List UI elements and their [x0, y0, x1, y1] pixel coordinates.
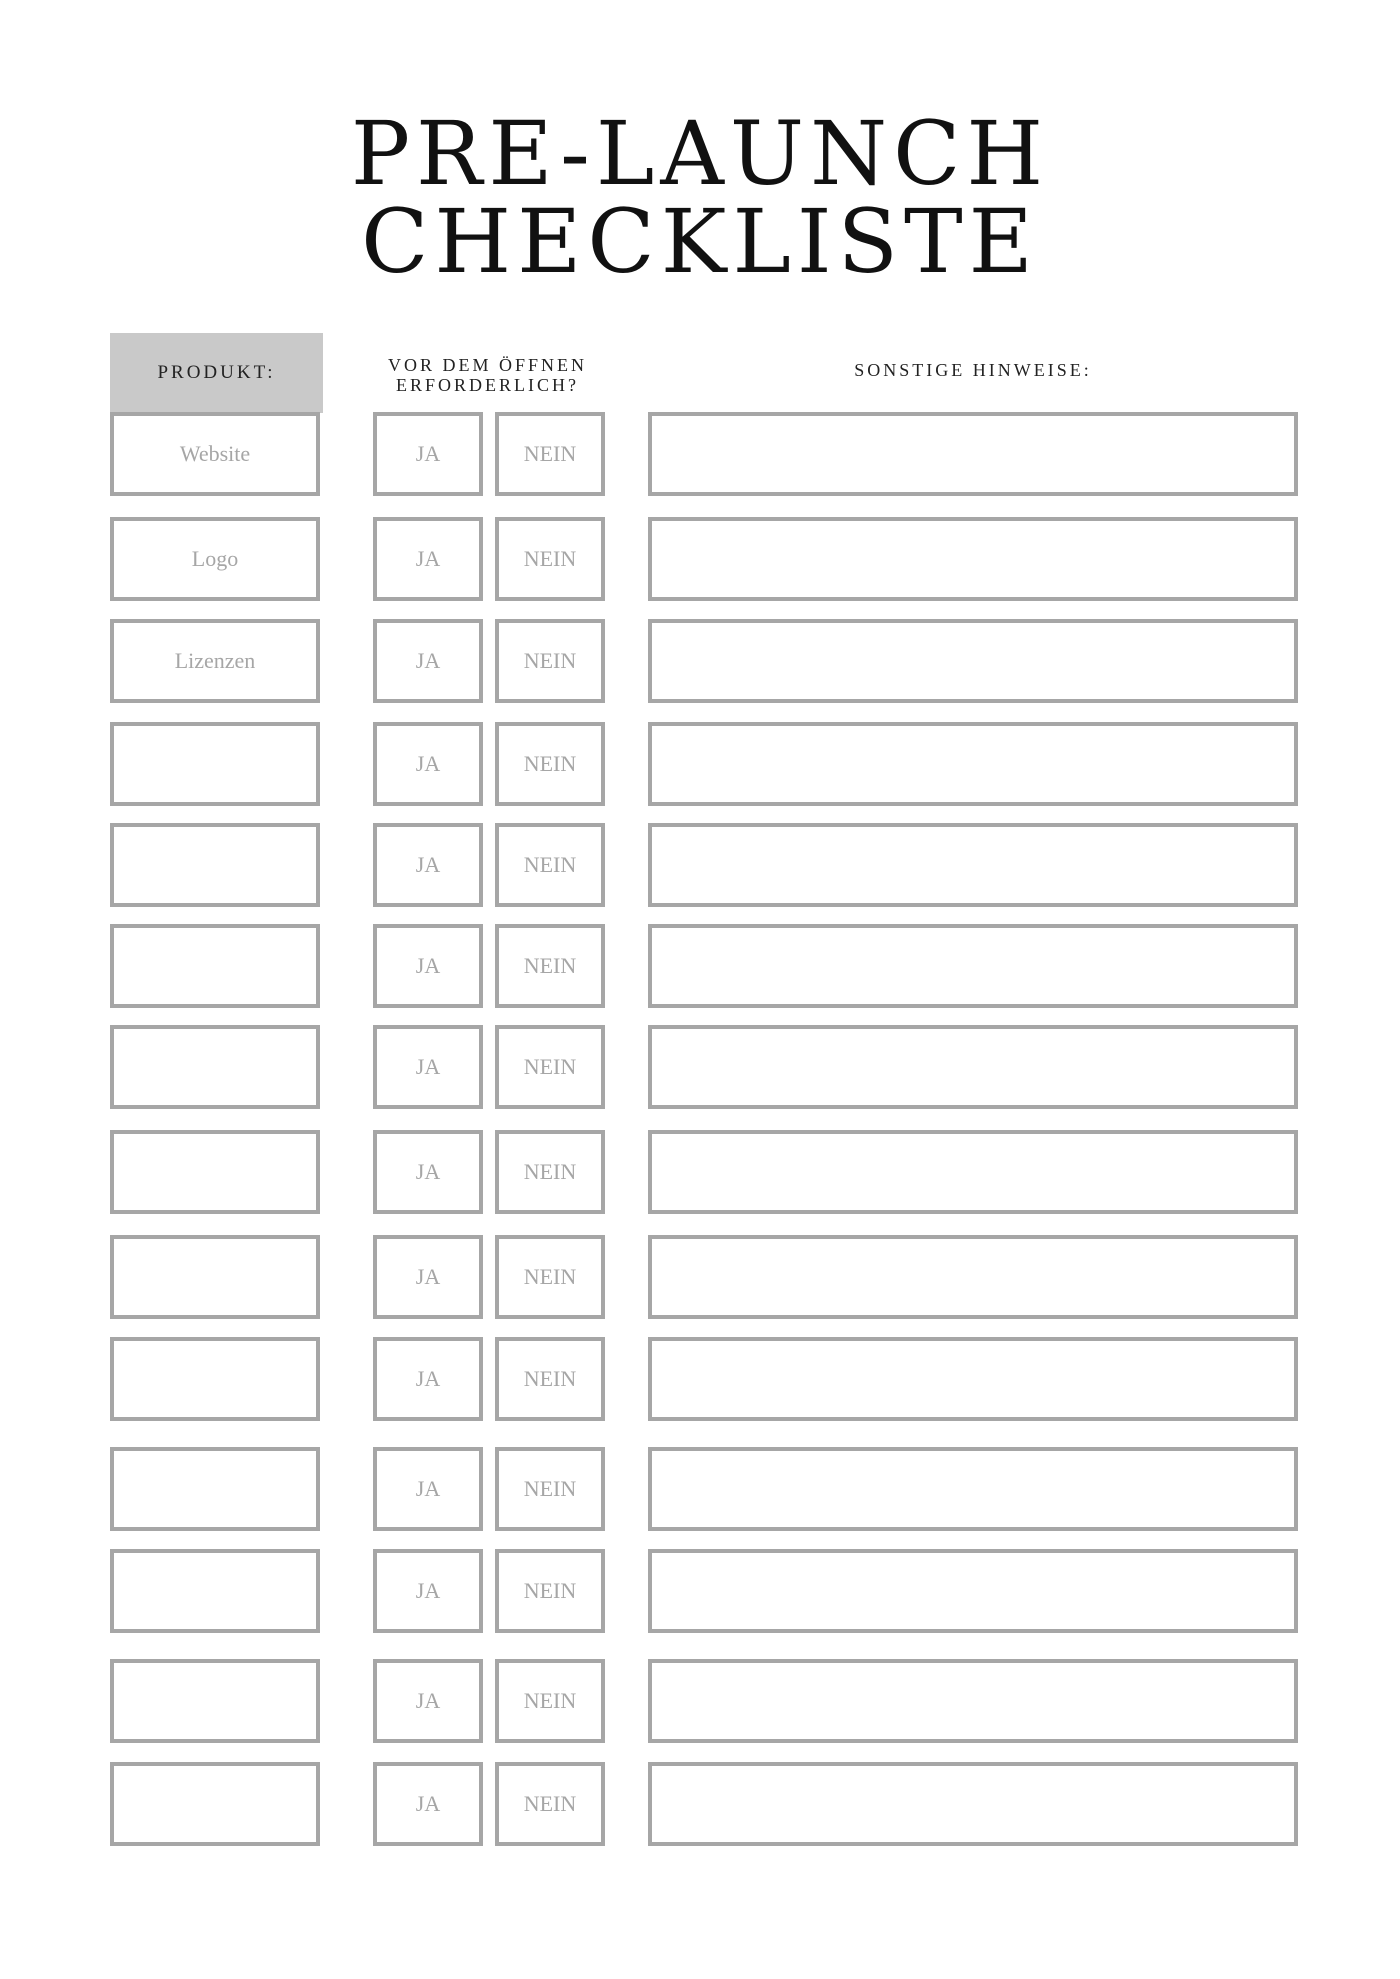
checklist-row — [0, 1337, 1400, 1421]
checklist-row — [0, 722, 1400, 806]
no-checkbox[interactable]: NEIN — [495, 1659, 605, 1743]
product-field[interactable] — [110, 1447, 320, 1531]
checklist-row — [0, 1659, 1400, 1743]
notes-field[interactable] — [648, 619, 1298, 703]
yes-checkbox[interactable]: JA — [373, 412, 483, 496]
product-field[interactable] — [110, 823, 320, 907]
yes-checkbox[interactable]: JA — [373, 1762, 483, 1846]
no-checkbox[interactable]: NEIN — [495, 722, 605, 806]
product-field[interactable] — [110, 722, 320, 806]
yes-checkbox[interactable]: JA — [373, 1235, 483, 1319]
no-checkbox[interactable]: NEIN — [495, 924, 605, 1008]
checklist-row — [0, 1762, 1400, 1846]
product-column-header: PRODUKT: — [110, 333, 323, 413]
notes-field[interactable] — [648, 1130, 1298, 1214]
product-field[interactable] — [110, 1337, 320, 1421]
checklist-row — [0, 1130, 1400, 1214]
notes-field[interactable] — [648, 517, 1298, 601]
product-field[interactable] — [110, 1235, 320, 1319]
checklist-row — [0, 619, 1400, 703]
yes-checkbox[interactable]: JA — [373, 1447, 483, 1531]
no-checkbox[interactable]: NEIN — [495, 412, 605, 496]
checklist-row — [0, 412, 1400, 496]
no-checkbox[interactable]: NEIN — [495, 823, 605, 907]
product-field[interactable]: Logo — [110, 517, 320, 601]
no-checkbox[interactable]: NEIN — [495, 1337, 605, 1421]
no-checkbox[interactable]: NEIN — [495, 1549, 605, 1633]
notes-field[interactable] — [648, 1025, 1298, 1109]
yes-checkbox[interactable]: JA — [373, 924, 483, 1008]
product-field[interactable] — [110, 1762, 320, 1846]
yes-checkbox[interactable]: JA — [373, 619, 483, 703]
yes-checkbox[interactable]: JA — [373, 1549, 483, 1633]
notes-field[interactable] — [648, 412, 1298, 496]
checklist-row — [0, 823, 1400, 907]
product-field[interactable]: Lizenzen — [110, 619, 320, 703]
notes-field[interactable] — [648, 722, 1298, 806]
no-checkbox[interactable]: NEIN — [495, 1130, 605, 1214]
product-field[interactable] — [110, 1130, 320, 1214]
notes-field[interactable] — [648, 1659, 1298, 1743]
before-opening-header-line-2: ERFORDERLICH? — [396, 375, 579, 395]
no-checkbox[interactable]: NEIN — [495, 517, 605, 601]
product-field[interactable]: Website — [110, 412, 320, 496]
notes-field[interactable] — [648, 1549, 1298, 1633]
notes-field[interactable] — [648, 1447, 1298, 1531]
yes-checkbox[interactable]: JA — [373, 1337, 483, 1421]
notes-field[interactable] — [648, 1337, 1298, 1421]
yes-checkbox[interactable]: JA — [373, 1025, 483, 1109]
page-title: PRE-LAUNCH CHECKLISTE — [350, 102, 1050, 293]
yes-checkbox[interactable]: JA — [373, 517, 483, 601]
checklist-row — [0, 517, 1400, 601]
notes-field[interactable] — [648, 1762, 1298, 1846]
notes-field[interactable] — [648, 1235, 1298, 1319]
yes-checkbox[interactable]: JA — [373, 1130, 483, 1214]
no-checkbox[interactable]: NEIN — [495, 1235, 605, 1319]
yes-checkbox[interactable]: JA — [373, 1659, 483, 1743]
no-checkbox[interactable]: NEIN — [495, 1447, 605, 1531]
product-field[interactable] — [110, 1659, 320, 1743]
yes-checkbox[interactable]: JA — [373, 722, 483, 806]
no-checkbox[interactable]: NEIN — [495, 619, 605, 703]
notes-field[interactable] — [648, 823, 1298, 907]
checklist-row — [0, 1235, 1400, 1319]
checklist-row — [0, 1025, 1400, 1109]
checklist-row — [0, 1549, 1400, 1633]
checklist-row — [0, 1447, 1400, 1531]
checklist-row — [0, 924, 1400, 1008]
product-field[interactable] — [110, 924, 320, 1008]
no-checkbox[interactable]: NEIN — [495, 1762, 605, 1846]
notes-field[interactable] — [648, 924, 1298, 1008]
notes-column-header: SONSTIGE HINWEISE: — [854, 360, 1092, 380]
product-field[interactable] — [110, 1025, 320, 1109]
yes-checkbox[interactable]: JA — [373, 823, 483, 907]
before-opening-column-header — [370, 355, 605, 395]
product-field[interactable] — [110, 1549, 320, 1633]
before-opening-header-line-1: VOR DEM ÖFFNEN — [387, 355, 588, 375]
no-checkbox[interactable]: NEIN — [495, 1025, 605, 1109]
